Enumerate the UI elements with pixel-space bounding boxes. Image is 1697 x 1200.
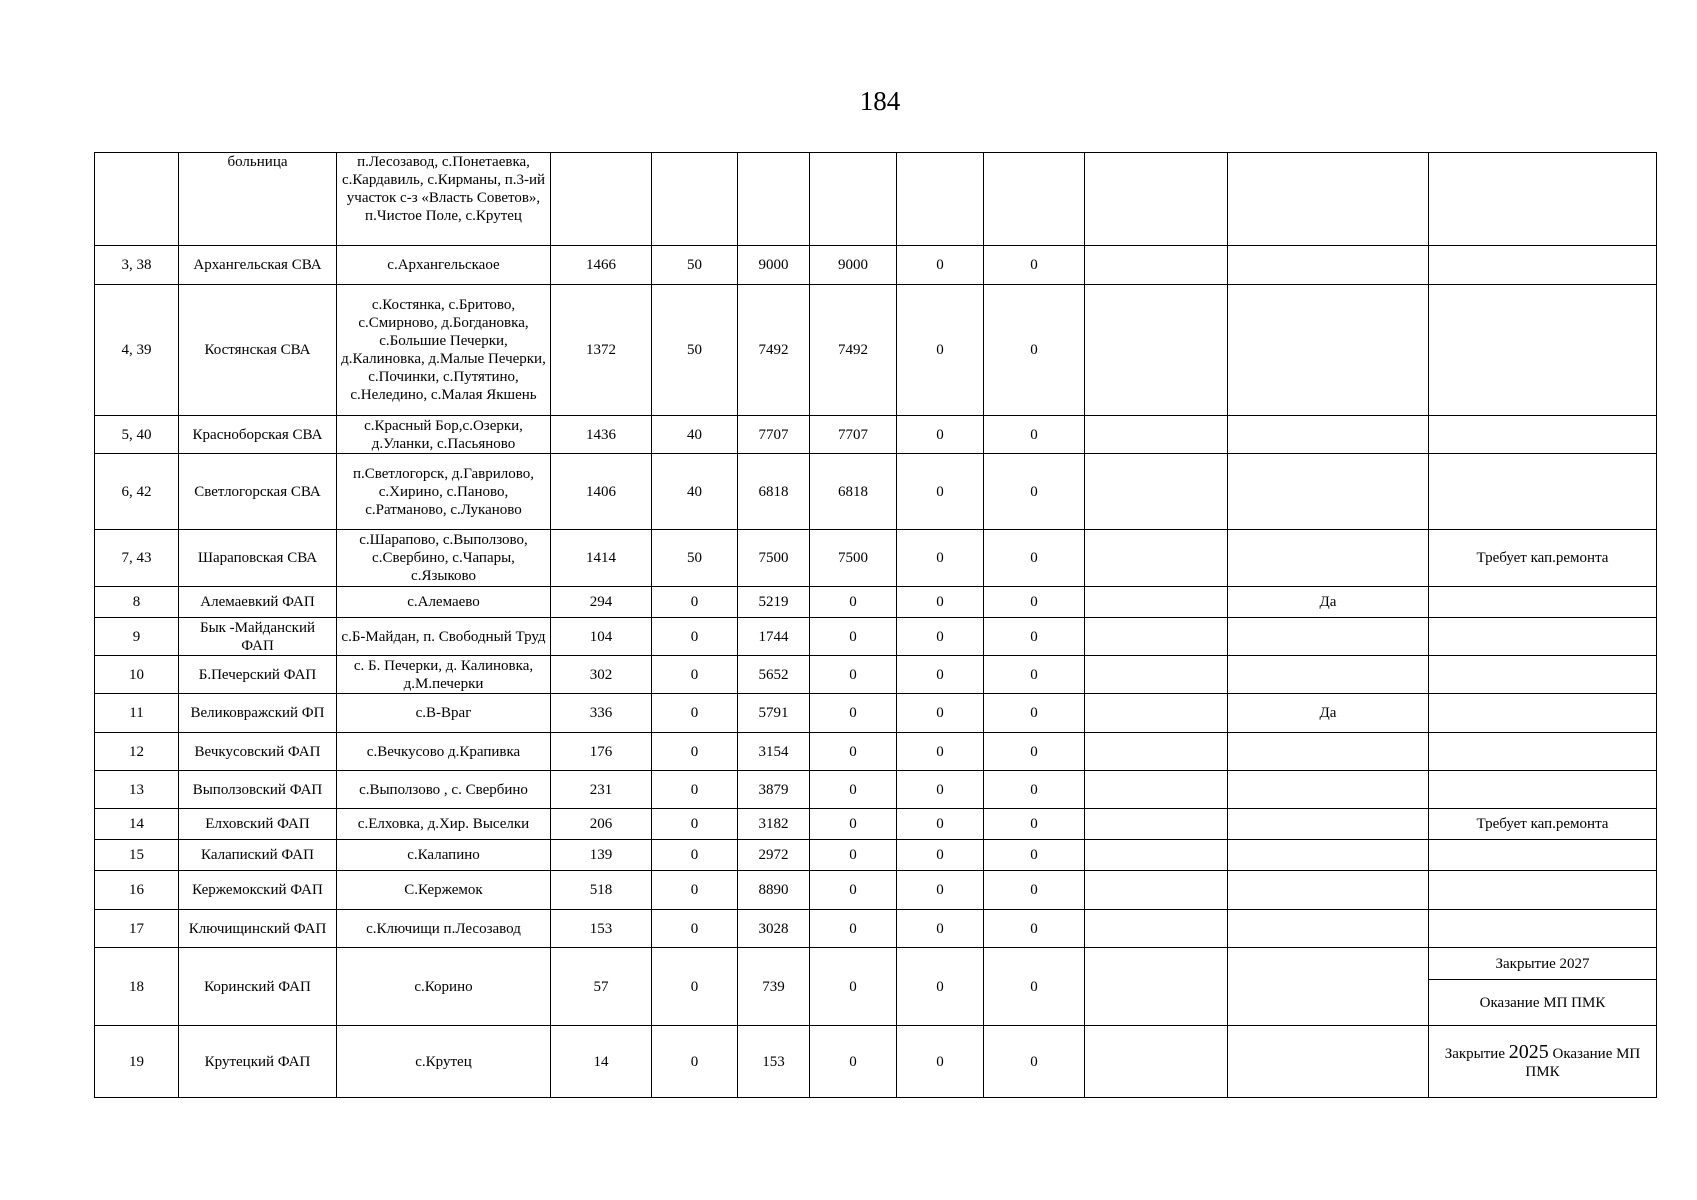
cell-c5: 0 <box>897 285 984 416</box>
cell-c6: 0 <box>984 871 1085 910</box>
cell-c4: 0 <box>810 840 897 871</box>
cell-settlements: с.Архангельскаое <box>337 246 551 285</box>
cell-c9: Требует кап.ремонта <box>1429 809 1657 840</box>
cell-c2: 0 <box>652 587 738 618</box>
cell-c4: 6818 <box>810 454 897 530</box>
cell-c3: 7707 <box>738 416 810 454</box>
cell-c3: 3028 <box>738 910 810 948</box>
cell-c2: 0 <box>652 840 738 871</box>
table-row <box>95 694 1657 733</box>
cell-settlements: п.Светлогорск, д.Гаврилово, с.Хирино, с.Паново, с.Ратманово, с.Луканово <box>337 454 551 530</box>
cell-c2: 40 <box>652 416 738 454</box>
cell-name: Вечкусовский ФАП <box>179 733 337 771</box>
cell-c2: 50 <box>652 530 738 587</box>
cell-c8 <box>1228 416 1429 454</box>
cell-c1: 1436 <box>551 416 652 454</box>
cell-c3: 5791 <box>738 694 810 733</box>
cell-c7 <box>1085 694 1228 733</box>
cell-settlements: с.Вечкусово д.Крапивка <box>337 733 551 771</box>
cell-c3: 3182 <box>738 809 810 840</box>
cell-settlements: с.Елховка, д.Хир. Выселки <box>337 809 551 840</box>
cell-c7 <box>1085 587 1228 618</box>
cell-c5: 0 <box>897 840 984 871</box>
cell-name: Калапиский ФАП <box>179 840 337 871</box>
cell-c6: 0 <box>984 910 1085 948</box>
cell-c9 <box>1429 1026 1657 1098</box>
cell-c4: 0 <box>810 618 897 656</box>
cell-c3 <box>738 153 810 246</box>
table-row <box>95 454 1657 530</box>
cell-num: 7, 43 <box>95 530 179 587</box>
cell-settlements: с.Корино <box>337 948 551 1026</box>
cell-num: 9 <box>95 618 179 656</box>
cell-c1 <box>551 153 652 246</box>
cell-c7 <box>1085 733 1228 771</box>
cell-c2: 0 <box>652 771 738 809</box>
cell-c5: 0 <box>897 948 984 1026</box>
table-row <box>95 910 1657 948</box>
cell-name: Б.Печерский ФАП <box>179 656 337 694</box>
cell-c3: 6818 <box>738 454 810 530</box>
cell-name: Коринский ФАП <box>179 948 337 1026</box>
cell-name: Алемаевкий ФАП <box>179 587 337 618</box>
cell-c5: 0 <box>897 910 984 948</box>
cell-c1: 139 <box>551 840 652 871</box>
page-number: 184 <box>859 86 901 116</box>
cell-c5: 0 <box>897 694 984 733</box>
table-row <box>95 656 1657 694</box>
cell-c4: 0 <box>810 587 897 618</box>
cell-c4: 0 <box>810 871 897 910</box>
table-row <box>95 246 1657 285</box>
cell-c2: 0 <box>652 809 738 840</box>
facilities-table <box>94 152 1657 1098</box>
cell-c3: 8890 <box>738 871 810 910</box>
cell-c9 <box>1429 454 1657 530</box>
cell-c3: 5652 <box>738 656 810 694</box>
cell-c2: 0 <box>652 656 738 694</box>
cell-num: 19 <box>95 1026 179 1098</box>
cell-c6: 0 <box>984 809 1085 840</box>
cell-c7 <box>1085 454 1228 530</box>
closure-year: 2025 <box>1508 1040 1549 1063</box>
cell-c1: 206 <box>551 809 652 840</box>
cell-settlements: с.Ключищи п.Лесозавод <box>337 910 551 948</box>
cell-c6: 0 <box>984 285 1085 416</box>
cell-settlements: с.Выползово , с. Свербино <box>337 771 551 809</box>
cell-c1: 1372 <box>551 285 652 416</box>
cell-name: Архангельская СВА <box>179 246 337 285</box>
cell-c1: 176 <box>551 733 652 771</box>
cell-c7 <box>1085 1026 1228 1098</box>
cell-c1: 14 <box>551 1026 652 1098</box>
cell-settlements: с.Костянка, с.Бритово, с.Смирново, д.Богдановка, с.Большие Печерки, д.Калиновка, д.Малые Печерки, с.Починки, с.Путятино, с.Неледино, с.Малая Якшень <box>337 285 551 416</box>
cell-c3: 5219 <box>738 587 810 618</box>
cell-c8 <box>1228 153 1429 246</box>
cell-c5: 0 <box>897 1026 984 1098</box>
table-row <box>95 530 1657 587</box>
cell-c8 <box>1228 530 1429 587</box>
cell-c9 <box>1429 587 1657 618</box>
cell-c8 <box>1228 246 1429 285</box>
cell-c8: Да <box>1228 694 1429 733</box>
cell-c8 <box>1228 1026 1429 1098</box>
cell-c7 <box>1085 618 1228 656</box>
cell-c5: 0 <box>897 416 984 454</box>
cell-c3: 3879 <box>738 771 810 809</box>
cell-c7 <box>1085 246 1228 285</box>
cell-c8 <box>1228 733 1429 771</box>
cell-name: больница <box>179 153 337 246</box>
table-row <box>95 771 1657 809</box>
cell-settlements: с.В-Враг <box>337 694 551 733</box>
cell-c3: 153 <box>738 1026 810 1098</box>
cell-c9 <box>1429 910 1657 948</box>
cell-c4: 0 <box>810 1026 897 1098</box>
cell-c5: 0 <box>897 771 984 809</box>
cell-name: Кержемокский ФАП <box>179 871 337 910</box>
cell-c4: 0 <box>810 809 897 840</box>
cell-c2: 0 <box>652 733 738 771</box>
cell-c6: 0 <box>984 416 1085 454</box>
cell-c2: 50 <box>652 246 738 285</box>
cell-c6: 0 <box>984 948 1085 1026</box>
cell-c4: 0 <box>810 910 897 948</box>
cell-num: 11 <box>95 694 179 733</box>
cell-c6: 0 <box>984 656 1085 694</box>
cell-settlements: с.Крутец <box>337 1026 551 1098</box>
cell-c8 <box>1228 840 1429 871</box>
cell-c7 <box>1085 840 1228 871</box>
cell-c2: 0 <box>652 948 738 1026</box>
cell-c2: 0 <box>652 618 738 656</box>
cell-name: Великовражский ФП <box>179 694 337 733</box>
cell-c8 <box>1228 871 1429 910</box>
cell-c1: 1414 <box>551 530 652 587</box>
cell-c2 <box>652 153 738 246</box>
cell-c2: 0 <box>652 1026 738 1098</box>
cell-num: 5, 40 <box>95 416 179 454</box>
cell-c6: 0 <box>984 530 1085 587</box>
closure-service: Оказание МП ПМК <box>1525 1045 1641 1080</box>
cell-c9 <box>1429 771 1657 809</box>
cell-c3: 1744 <box>738 618 810 656</box>
cell-settlements: п.Лесозавод, с.Понетаевка, с.Кардавиль, с.Кирманы, п.3-ий участок с-з «Власть Советов», п.Чистое Поле, с.Крутец <box>337 153 551 246</box>
cell-c1: 294 <box>551 587 652 618</box>
cell-c7 <box>1085 285 1228 416</box>
cell-c9 <box>1429 694 1657 733</box>
cell-c9 <box>1429 618 1657 656</box>
cell-c2: 0 <box>652 910 738 948</box>
table-row <box>95 153 1657 246</box>
cell-c2: 50 <box>652 285 738 416</box>
table-row <box>95 1026 1657 1098</box>
cell-c4: 7492 <box>810 285 897 416</box>
cell-num: 13 <box>95 771 179 809</box>
cell-c9-top: Закрытие 2027 <box>1495 955 1590 972</box>
cell-num: 3, 38 <box>95 246 179 285</box>
table-row <box>95 285 1657 416</box>
cell-c5: 0 <box>897 454 984 530</box>
cell-num: 14 <box>95 809 179 840</box>
cell-c4: 0 <box>810 948 897 1026</box>
cell-c9 <box>1429 656 1657 694</box>
cell-c6: 0 <box>984 246 1085 285</box>
cell-c7 <box>1085 871 1228 910</box>
cell-num <box>95 153 179 246</box>
cell-c4: 0 <box>810 656 897 694</box>
cell-c2: 0 <box>652 694 738 733</box>
table-row <box>95 416 1657 454</box>
cell-c2: 0 <box>652 871 738 910</box>
cell-c4: 0 <box>810 694 897 733</box>
cell-c5: 0 <box>897 871 984 910</box>
cell-name: Елховский ФАП <box>179 809 337 840</box>
cell-c5: 0 <box>897 809 984 840</box>
cell-c3: 3154 <box>738 733 810 771</box>
cell-c1: 153 <box>551 910 652 948</box>
cell-num: 8 <box>95 587 179 618</box>
cell-name: Красноборская СВА <box>179 416 337 454</box>
cell-c6: 0 <box>984 840 1085 871</box>
cell-settlements: с.Б-Майдан, п. Свободный Труд <box>337 618 551 656</box>
cell-name: Шараповская СВА <box>179 530 337 587</box>
cell-c9: Требует кап.ремонта <box>1429 530 1657 587</box>
cell-c3: 9000 <box>738 246 810 285</box>
cell-c8 <box>1228 809 1429 840</box>
table-row <box>95 840 1657 871</box>
cell-c5: 0 <box>897 733 984 771</box>
cell-c4: 0 <box>810 771 897 809</box>
cell-name: Крутецкий ФАП <box>179 1026 337 1098</box>
cell-c6: 0 <box>984 1026 1085 1098</box>
cell-c4: 7500 <box>810 530 897 587</box>
cell-c1: 231 <box>551 771 652 809</box>
cell-name: Бык -Майданский ФАП <box>179 618 337 656</box>
cell-c6: 0 <box>984 587 1085 618</box>
cell-c7 <box>1085 910 1228 948</box>
cell-num: 12 <box>95 733 179 771</box>
cell-c9 <box>1429 416 1657 454</box>
cell-c6: 0 <box>984 771 1085 809</box>
cell-c5 <box>897 153 984 246</box>
cell-c9 <box>1429 840 1657 871</box>
cell-name: Костянская СВА <box>179 285 337 416</box>
table-row <box>95 587 1657 618</box>
cell-num: 4, 39 <box>95 285 179 416</box>
cell-name: Выползовский ФАП <box>179 771 337 809</box>
cell-c9-bottom: Оказание МП ПМК <box>1429 979 1656 1025</box>
cell-settlements: с.Калапино <box>337 840 551 871</box>
cell-c1: 104 <box>551 618 652 656</box>
cell-c1: 57 <box>551 948 652 1026</box>
cell-c9 <box>1429 871 1657 910</box>
cell-c8: Да <box>1228 587 1429 618</box>
cell-settlements: с.Алемаево <box>337 587 551 618</box>
cell-num: 18 <box>95 948 179 1026</box>
cell-c4: 7707 <box>810 416 897 454</box>
cell-settlements: с. Б. Печерки, д. Калиновка, д.М.печерки <box>337 656 551 694</box>
cell-c4: 9000 <box>810 246 897 285</box>
cell-c6: 0 <box>984 733 1085 771</box>
cell-c5: 0 <box>897 587 984 618</box>
cell-c7 <box>1085 948 1228 1026</box>
cell-c7 <box>1085 656 1228 694</box>
cell-c8 <box>1228 285 1429 416</box>
cell-c8 <box>1228 656 1429 694</box>
cell-c5: 0 <box>897 656 984 694</box>
cell-c5: 0 <box>897 530 984 587</box>
cell-num: 15 <box>95 840 179 871</box>
cell-c3: 7492 <box>738 285 810 416</box>
cell-num: 17 <box>95 910 179 948</box>
table-row <box>95 948 1657 1026</box>
cell-c1: 1406 <box>551 454 652 530</box>
cell-c9 <box>1429 153 1657 246</box>
cell-c6: 0 <box>984 454 1085 530</box>
cell-c1: 302 <box>551 656 652 694</box>
cell-c7 <box>1085 416 1228 454</box>
cell-c9 <box>1429 733 1657 771</box>
cell-c1: 336 <box>551 694 652 733</box>
cell-c7 <box>1085 771 1228 809</box>
cell-c1: 518 <box>551 871 652 910</box>
cell-c5: 0 <box>897 618 984 656</box>
cell-c7 <box>1085 809 1228 840</box>
table-row <box>95 618 1657 656</box>
cell-c8 <box>1228 454 1429 530</box>
cell-settlements: с.Шарапово, с.Выползово, с.Свербино, с.Чапары, с.Языково <box>337 530 551 587</box>
cell-c8 <box>1228 910 1429 948</box>
cell-num: 10 <box>95 656 179 694</box>
closure-label: Закрытие <box>1444 1045 1505 1062</box>
cell-name: Светлогорская СВА <box>179 454 337 530</box>
cell-num: 6, 42 <box>95 454 179 530</box>
cell-c2: 40 <box>652 454 738 530</box>
cell-num: 16 <box>95 871 179 910</box>
table-row <box>95 809 1657 840</box>
cell-c5: 0 <box>897 246 984 285</box>
cell-settlements: с.Красный Бор,с.Озерки, д.Уланки, с.Пасьяново <box>337 416 551 454</box>
cell-settlements: С.Кержемок <box>337 871 551 910</box>
cell-c9 <box>1429 285 1657 416</box>
cell-c8 <box>1228 618 1429 656</box>
table-row <box>95 871 1657 910</box>
cell-c7 <box>1085 530 1228 587</box>
cell-c4 <box>810 153 897 246</box>
cell-c8 <box>1228 948 1429 1026</box>
cell-c9-split <box>1429 948 1657 1026</box>
cell-c3: 7500 <box>738 530 810 587</box>
table-row <box>95 733 1657 771</box>
cell-c1: 1466 <box>551 246 652 285</box>
cell-c6: 0 <box>984 618 1085 656</box>
cell-c9 <box>1429 246 1657 285</box>
cell-c4: 0 <box>810 733 897 771</box>
cell-c3: 739 <box>738 948 810 1026</box>
cell-name: Ключищинский ФАП <box>179 910 337 948</box>
cell-c7 <box>1085 153 1228 246</box>
cell-c6 <box>984 153 1085 246</box>
cell-c6: 0 <box>984 694 1085 733</box>
cell-c8 <box>1228 771 1429 809</box>
cell-c3: 2972 <box>738 840 810 871</box>
